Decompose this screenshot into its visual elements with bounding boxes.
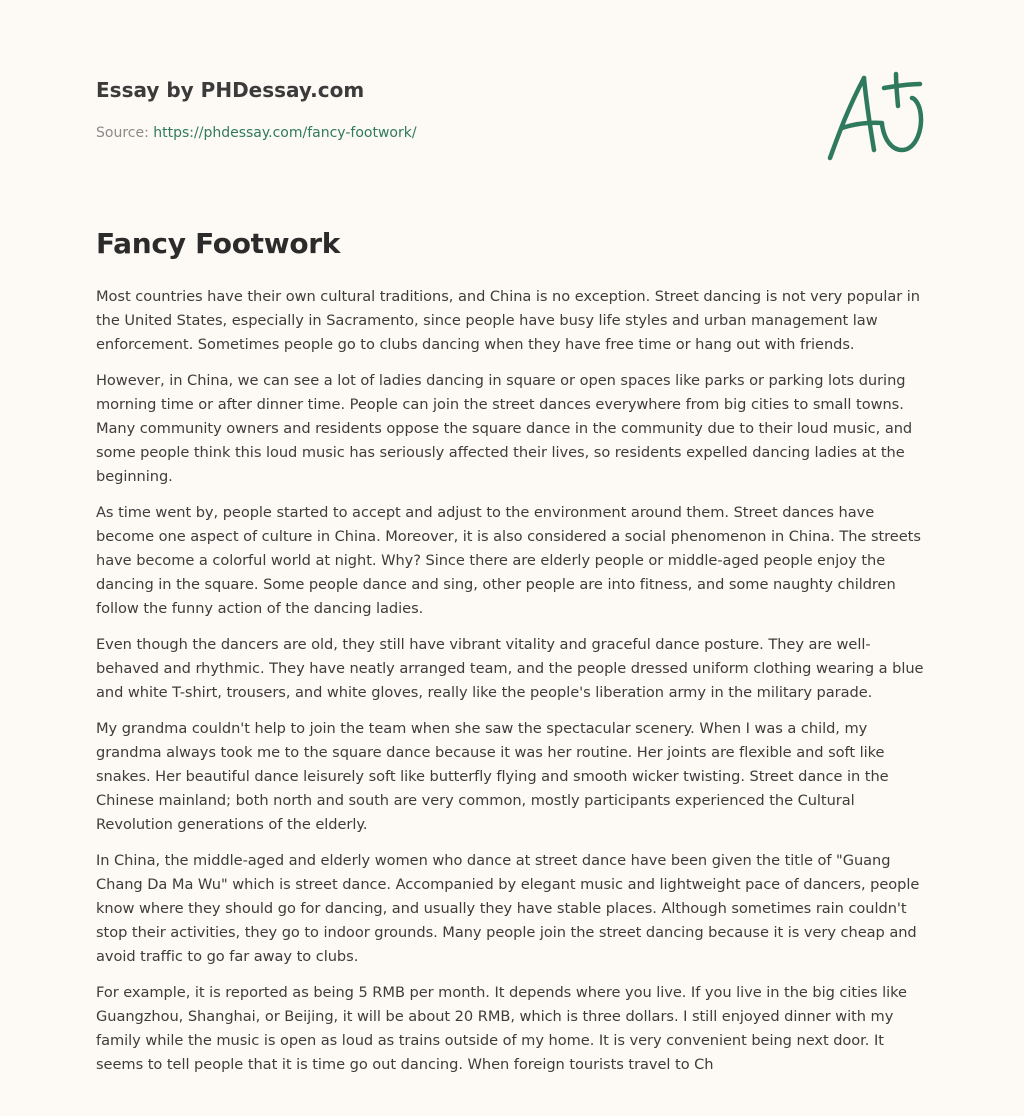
- essay-title: Fancy Footwork: [96, 227, 341, 260]
- essay-paragraph: My grandma couldn't help to join the team when she saw the spectacular scenery. When I was a child, my grandma always took me to the square dance because it was her routine. Her joints are flexible and soft like snakes. Her beautiful dance leisurely soft like butterfly flying and smooth wicker twisting. Street dance in the Chinese mainland; both north and south are very common, mostly participants experienced the Cultural Revolution generations of the elderly.: [96, 720, 889, 833]
- essay-paragraph: As time went by, people started to accept and adjust to the environment around them. Street dances have become one aspect of culture in China. Moreover, it is also considered a social phenomenon in China. The streets have become a colorful world at night. Why? Since there are elderly people or middle-aged people enjoy the dancing in the square. Some people dance and sing, other people are into fitness, and some naughty children follow the funny action of the dancing ladies.: [96, 504, 921, 617]
- page-header: [96, 72, 936, 141]
- source-line: [96, 122, 417, 144]
- site-title: Essay by PHDessay.com: [96, 78, 365, 102]
- essay-body: [96, 285, 932, 1089]
- essay-paragraph: However, in China, we can see a lot of ladies dancing in square or open spaces like parks or parking lots during morning time or after dinner time. People can join the street dances everywhere from big cities to small towns. Many community owners and residents oppose the square dance in the community due to their loud music, and some people think this loud music has seriously affected their lives, so residents expelled dancing ladies at the beginning.: [96, 372, 913, 485]
- a-plus-logo-icon: [824, 68, 928, 164]
- source-link[interactable]: https://phdessay.com/fancy-footwork/: [153, 125, 417, 141]
- essay-paragraph: For example, it is reported as being 5 RMB per month. It depends where you live. If you live in the big cities like Guangzhou, Shanghai, or Beijing, it will be about 20 RMB, which is three dollars. I still enjoyed dinner with my family while the music is open as loud as trains outside of my home. It is very convenient being next door. It seems to tell people that it is time go out dancing. When foreign tourists travel to Ch: [96, 984, 907, 1073]
- essay-paragraph: Even though the dancers are old, they still have vibrant vitality and graceful dance posture. They are well-behaved and rhythmic. They have neatly arranged team, and the people dressed uniform clothing wearing a blue and white T-shirt, trousers, and white gloves, really like the people's liberation army in the military parade.: [96, 636, 924, 701]
- essay-paragraph: Most countries have their own cultural traditions, and China is no exception. Street dancing is not very popular in the United States, especially in Sacramento, since people have busy life styles and urban management law enforcement. Sometimes people go to clubs dancing when they have free time or hang out with friends.: [96, 288, 920, 353]
- source-label: Source:: [96, 125, 149, 141]
- essay-paragraph: In China, the middle-aged and elderly women who dance at street dance have been given the title of "Guang Chang Da Ma Wu" which is street dance. Accompanied by elegant music and lightweight pace of dancers, people know where they should go for dancing, and usually they have stable places. Although sometimes rain couldn't stop their activities, they go to indoor grounds. Many people join the street dancing because it is very cheap and avoid traffic to go far away to clubs.: [96, 852, 920, 965]
